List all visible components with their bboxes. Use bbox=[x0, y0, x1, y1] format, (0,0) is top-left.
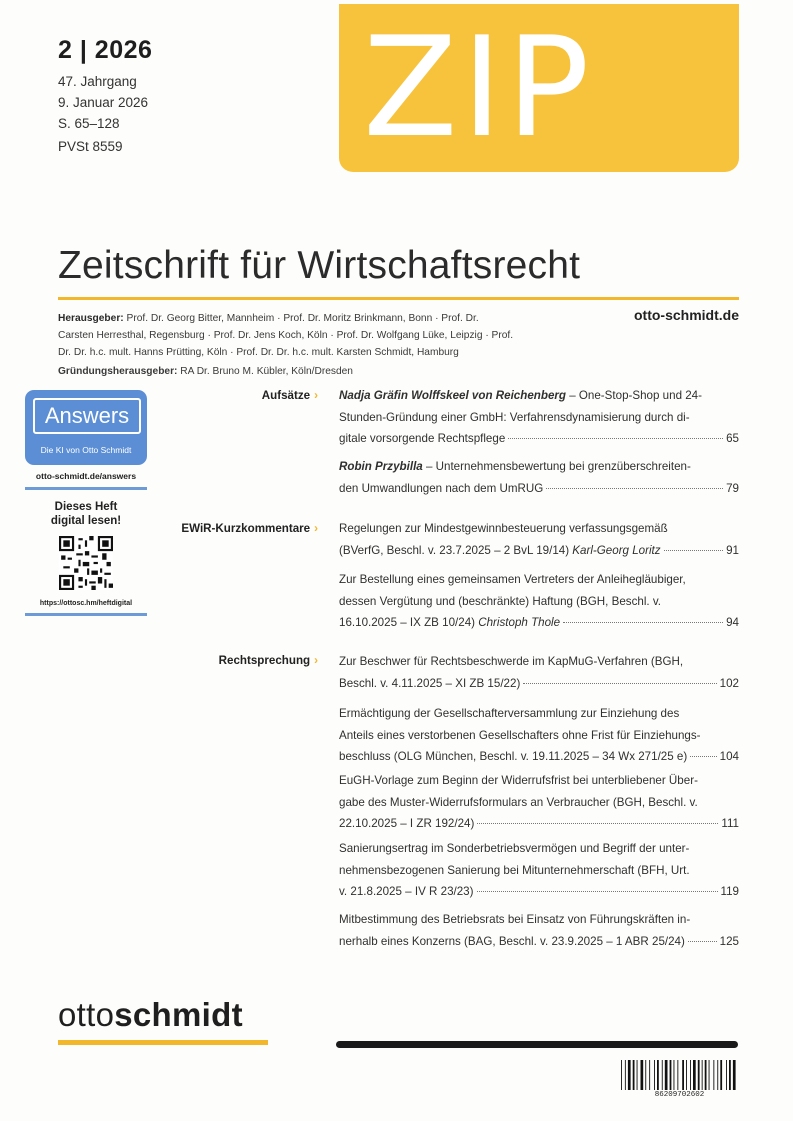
entry-page: 65 bbox=[726, 432, 739, 445]
volume: 47. Jahrgang bbox=[58, 74, 137, 89]
entry-text: nerhalb eines Konzerns (BAG, Beschl. v. 23.9.2025 – 1 ABR 25/24) bbox=[339, 934, 685, 948]
logo-underline bbox=[58, 1040, 268, 1045]
zip-logo: ZIP bbox=[363, 7, 594, 168]
section-aufsaetze bbox=[58, 389, 318, 402]
toc-entry-r4[interactable] bbox=[339, 838, 739, 903]
entry-text: v. 21.8.2025 – IV R 23/23) bbox=[339, 885, 474, 898]
entry-page: 79 bbox=[726, 481, 739, 495]
founder-label: Gründungsherausgeber: bbox=[58, 366, 178, 377]
entry-text: Beschl. v. 4.11.2025 – XI ZB 15/22) bbox=[339, 676, 521, 690]
entry-text: EuGH-Vorlage zum Beginn der Widerrufsfrist bei unterbliebener Über- bbox=[339, 774, 698, 787]
entry-page: 119 bbox=[720, 885, 739, 898]
entry-text: 22.10.2025 – I ZR 192/24) bbox=[339, 817, 475, 830]
blue-divider-1 bbox=[25, 487, 147, 490]
toc-entry-r5[interactable] bbox=[339, 909, 739, 952]
section-aufsaetze-label: Aufsätze bbox=[261, 389, 311, 402]
editors-label: Herausgeber: bbox=[58, 313, 124, 324]
section-ewir-label: EWiR-Kurzkommentare bbox=[181, 522, 311, 535]
section-rechtsprechung-label: Rechtsprechung bbox=[218, 654, 311, 667]
entry-text: – One-Stop-Shop und 24- bbox=[566, 389, 702, 402]
entry-page: 102 bbox=[719, 676, 739, 690]
entry-text: Zur Beschwer für Rechtsbeschwerde im KapMuG-Verfahren (BGH, bbox=[339, 655, 684, 668]
barcode-icon bbox=[620, 1060, 739, 1092]
logo-schmidt: schmidt bbox=[114, 996, 243, 1033]
toc-entry-a2[interactable] bbox=[339, 456, 739, 499]
entry-page: 91 bbox=[726, 543, 739, 557]
editors-line-3: Dr. Dr. h.c. mult. Hanns Prütting, Köln · Prof. Dr. Dr. h.c. mult. Karsten Schmidt, Hamburg bbox=[58, 347, 459, 358]
answers-frame bbox=[33, 398, 141, 434]
chevron-right-icon: › bbox=[314, 522, 318, 535]
journal-title: Zeitschrift für Wirtschaftsrecht bbox=[58, 244, 581, 287]
answers-url[interactable]: otto-schmidt.de/answers bbox=[35, 471, 137, 481]
founder-name: RA Dr. Bruno M. Kübler, Köln/Dresden bbox=[177, 366, 353, 377]
toc-entry-e1[interactable] bbox=[339, 518, 739, 561]
issue-date: 9. Januar 2026 bbox=[58, 95, 149, 110]
entry-page: 94 bbox=[726, 616, 739, 629]
editors-line-1: Prof. Dr. Georg Bitter, Mannheim · Prof. Dr. Moritz Brinkmann, Bonn · Prof. Dr. bbox=[123, 313, 479, 324]
entry-text: beschluss (OLG München, Beschl. v. 19.11.2025 – 34 Wx 271/25 e) bbox=[339, 750, 688, 763]
section-ewir bbox=[58, 522, 318, 535]
chevron-right-icon: › bbox=[314, 389, 318, 402]
section-rechtsprechung bbox=[58, 654, 318, 667]
entry-author: Karl-Georg Loritz bbox=[572, 543, 661, 557]
entry-author: Christoph Thole bbox=[478, 616, 561, 629]
page-range: S. 65–128 bbox=[58, 116, 120, 131]
entry-text: Sanierungsertrag im Sonderbetriebsvermögen und Begriff der unter- bbox=[339, 842, 690, 855]
entry-text: Anteils eines verstorbenen Gesellschafters ohne Frist für Einziehungs- bbox=[339, 728, 701, 742]
entry-text: den Umwandlungen nach dem UmRUG bbox=[339, 481, 544, 495]
entry-author: Nadja Gräfin Wolffskeel von Reichenberg bbox=[339, 389, 566, 402]
digital-line-2: digital lesen! bbox=[50, 515, 122, 527]
toc-entry-r3[interactable] bbox=[339, 770, 739, 835]
entry-text: Ermächtigung der Gesellschafterversammlung zur Einziehung des bbox=[339, 707, 680, 720]
entry-page: 111 bbox=[721, 817, 739, 830]
issue-number: 2 | 2026 bbox=[58, 36, 153, 64]
zip-logo-box bbox=[339, 4, 739, 172]
entry-text: nehmensbezogenen Sanierung bei Mitunternehmerschaft (BFH, Urt. bbox=[339, 863, 690, 877]
entry-text: (BVerfG, Beschl. v. 23.7.2025 – 2 BvL 19/14) bbox=[339, 543, 573, 557]
entry-page: 125 bbox=[719, 934, 739, 948]
pvst-number: PVSt 8559 bbox=[58, 139, 123, 154]
footer-bar bbox=[336, 1041, 738, 1048]
blue-divider-2 bbox=[25, 613, 147, 616]
editors-block bbox=[58, 310, 606, 361]
entry-text: Regelungen zur Mindestgewinnbesteuerung verfassungsgemäß bbox=[339, 522, 668, 535]
answers-word: Answers bbox=[44, 403, 130, 428]
editors-line-2: Carsten Herresthal, Regensburg · Prof. Dr. Jens Koch, Köln · Prof. Dr. Wolfgang Lüke, Leipzig · Prof. bbox=[58, 330, 514, 341]
toc-entry-r2[interactable] bbox=[339, 703, 739, 768]
publisher-url[interactable]: otto-schmidt.de bbox=[634, 307, 739, 323]
toc-entry-e2[interactable] bbox=[339, 569, 739, 634]
entry-text: gabe des Muster-Widerrufsformulars an Verbraucher (BGH, Beschl. v. bbox=[339, 795, 698, 809]
qr-code-icon[interactable] bbox=[59, 536, 113, 590]
entry-text: dessen Vergütung und (beschränkte) Haftung (BGH, Beschl. v. bbox=[339, 594, 662, 608]
chevron-right-icon: › bbox=[314, 654, 318, 667]
publisher-logo bbox=[58, 996, 243, 1034]
logo-otto: otto bbox=[58, 996, 115, 1033]
barcode-number: 86209702602 bbox=[654, 1091, 705, 1099]
qr-url[interactable]: https://ottosc.hm/heftdigital bbox=[39, 600, 133, 607]
toc-entry-r1[interactable] bbox=[339, 651, 739, 694]
entry-page: 104 bbox=[719, 750, 739, 763]
entry-text: Mitbestimmung des Betriebsrats bei Einsatz von Führungskräften in- bbox=[339, 913, 691, 926]
title-divider bbox=[58, 297, 739, 300]
founders-line bbox=[58, 366, 353, 377]
entry-text: 16.10.2025 – IX ZB 10/24) bbox=[339, 616, 479, 629]
digital-line-1: Dieses Heft bbox=[54, 501, 118, 513]
entry-author: Robin Przybilla bbox=[339, 460, 423, 473]
entry-text: Stunden-Gründung einer GmbH: Verfahrensdynamisierung durch di- bbox=[339, 410, 690, 424]
entry-text: gitale vorsorgende Rechtspflege bbox=[339, 432, 506, 445]
entry-text: – Unternehmensbewertung bei grenzüberschreiten- bbox=[422, 460, 691, 473]
toc-entry-a1[interactable] bbox=[339, 385, 739, 450]
entry-text: Zur Bestellung eines gemeinsamen Vertreters der Anleihegläubiger, bbox=[339, 573, 686, 586]
answers-subtitle: Die KI von Otto Schmidt bbox=[40, 445, 132, 455]
